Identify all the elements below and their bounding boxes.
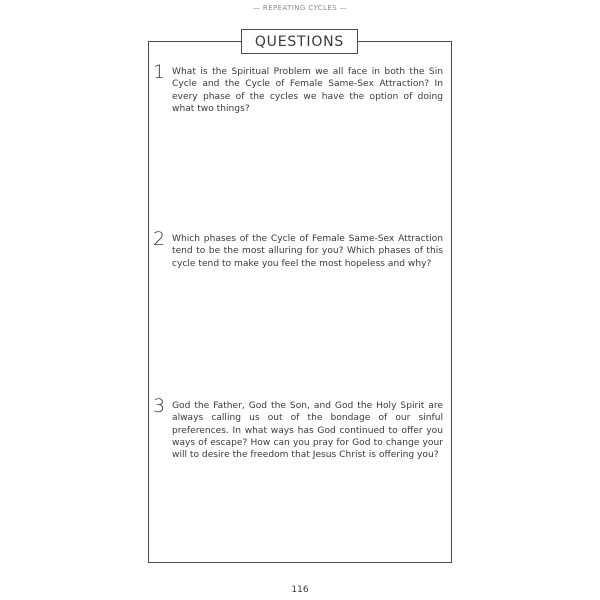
- question-text: Which phases of the Cycle of Female Same-Sex Attraction tend to be the most alluring for you? Which phases of this cycle tend to make you feel the most hopeless and why?: [172, 234, 443, 269]
- questions-frame: [148, 41, 452, 563]
- page-number: 116: [291, 585, 309, 595]
- question-number: 1: [152, 61, 166, 83]
- question-text: God the Father, God the Son, and God the Holy Spirit are always calling us out of the bondage of our sinful preferences. In what ways has God continued to offer you ways of escape? How can you pray for God to change your will to desire the freedom that Jesus Christ is offering you?: [172, 401, 443, 461]
- question-text: What is the Spiritual Problem we all face in both the Sin Cycle and the Cycle of Female Same-Sex Attraction? In every phase of the cycles we have the option of doing what two things?: [172, 67, 443, 114]
- section-title: QUESTIONS: [241, 29, 358, 54]
- running-header: — REPEATING CYCLES —: [252, 4, 348, 12]
- question-number: 3: [152, 395, 166, 417]
- question-number: 2: [152, 228, 166, 250]
